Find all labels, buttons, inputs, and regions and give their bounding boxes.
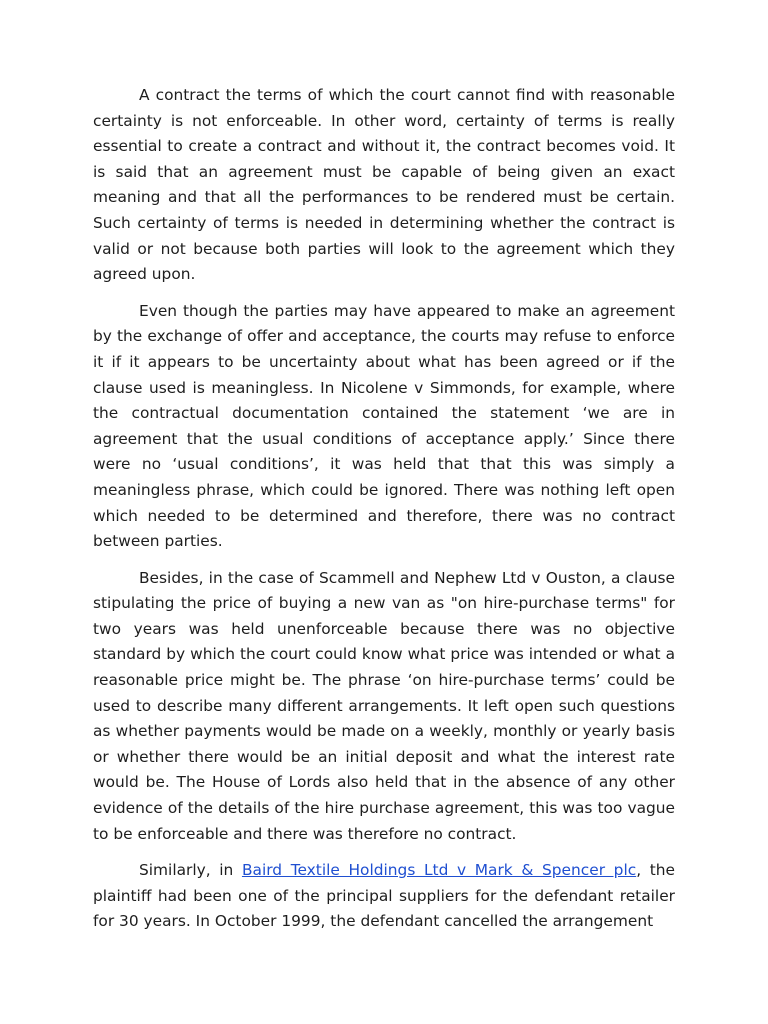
paragraph-baird-textile	[93, 858, 675, 935]
paragraph-baird-intro-text: Similarly, in	[139, 861, 242, 880]
paragraph-scammell-v-ouston: Besides, in the case of Scammell and Nephew Ltd v Ouston, a clause stipulating the price of buying a new van as "on hire-purchase terms" for two years was held unenforceable because there was no objective standard by which the court could know what price was intended or what a reasonable price might be. The phrase ‘on hire-purchase terms’ could be used to describe many different arrangements. It left open such questions as whether payments would be made on a weekly, monthly or yearly basis or whether there would be an initial deposit and what the interest rate would be. The House of Lords also held that in the absence of any other evidence of the details of the hire purchase agreement, this was too vague to be enforceable and there was therefore no contract.	[93, 568, 675, 843]
paragraph-baird-body-text: , the plaintiff had been one of the principal suppliers for the defendant retailer for 30 years. In October 1999, the defendant cancelled the arrangement	[93, 861, 675, 931]
case-link-baird-textile[interactable]: Baird Textile Holdings Ltd v Mark & Spencer plc	[241, 861, 637, 880]
document-body	[93, 83, 675, 946]
paragraph-nicolene-v-simmonds: Even though the parties may have appeared to make an agreement by the exchange of offer and acceptance, the courts may refuse to enforce it if it appears to be uncertainty about what has been agreed or if the clause used is meaningless. In Nicolene v Simmonds, for example, where the contractual documentation contained the statement ‘we are in agreement that the usual conditions of acceptance apply.’ Since there were no ‘usual conditions’, it was held that that this was simply a meaningless phrase, which could be ignored. There was nothing left open which needed to be determined and therefore, there was no contract between parties.	[93, 301, 675, 551]
paragraph-certainty-of-terms: A contract the terms of which the court cannot find with reasonable certainty is not enforceable. In other word, certainty of terms is really essential to create a contract and without it, the contract becomes void. It is said that an agreement must be capable of being given an exact meaning and that all the performances to be rendered must be certain. Such certainty of terms is needed in determining whether the contract is valid or not because both parties will look to the agreement which they agreed upon.	[93, 86, 675, 284]
